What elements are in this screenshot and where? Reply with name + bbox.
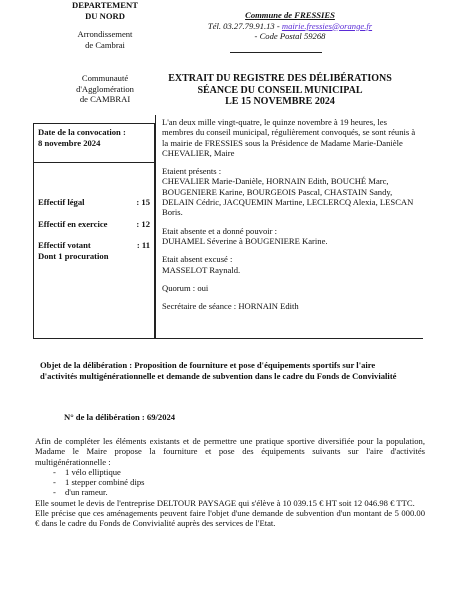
presents-list: CHEVALIER Marie-Danièle, HORNAIN Edith, BOUCHÉ Marc, BOUGENIERE Karine, BOURGEOIS Pascal, CHASTAIN Sandy, DELAIN Cédric, JACQUEMIN Martine, LECLERCQ Alexia, LESCAN Boris. xyxy=(162,176,414,218)
convocation-date: 8 novembre 2024 xyxy=(38,137,101,148)
department-line2: DU NORD xyxy=(85,10,125,21)
commune-name: Commune de FRESSIES xyxy=(245,10,335,20)
header-right xyxy=(190,10,390,42)
quorum: Quorum : oui xyxy=(162,282,209,293)
header-left xyxy=(20,0,190,50)
session-intro: L'an deux mille vingt-quatre, le quinze novembre à 19 heures, les membres du conseil municipal, régulièrement convoqués, se sont réunis à la mairie de FRESSIES sous la Présidence de Madame Marie-Danièle CHEVALIER, Maire xyxy=(162,117,416,158)
stat-legal xyxy=(38,197,150,208)
title-line3: LE 15 NOVEMBRE 2024 xyxy=(225,96,335,107)
phone-number: Tél. 03.27.79.91.13 xyxy=(207,20,275,31)
secretaire: Secrétaire de séance : HORNAIN Edith xyxy=(162,301,299,312)
title-line1: EXTRAIT DU REGISTRE DES DÉLIBÉRATIONS xyxy=(168,73,392,84)
stat-legal-label: Effectif légal xyxy=(38,197,85,207)
arrondissement-line2: de Cambrai xyxy=(85,39,125,50)
list-item: - d'un rameur. xyxy=(53,487,425,497)
stat-exercice xyxy=(38,219,150,230)
main-paragraph-2: Elle soumet le devis de l'entreprise DELTOUR PAYSAGE qui s'élève à 10 039.15 € HT soit 12 046.98 € TTC. xyxy=(35,497,415,508)
stat-legal-value: : 15 xyxy=(136,197,150,207)
stat-procuration: Dont 1 procuration xyxy=(38,250,109,261)
convocation-label: Date de la convocation : xyxy=(38,127,126,137)
department-line1: DEPARTEMENT xyxy=(72,0,138,10)
postal-code: Code Postal 59268 xyxy=(259,31,326,41)
deliberation-subject: Objet de la délibération : Proposition de fourniture et pose d'équipements sportifs sur l'aire d'activités multigénérationnelle et demande de subvention dans le cadre du Fonds de Convivialité xyxy=(40,360,397,381)
presents-label: Etaient présents : xyxy=(162,166,222,177)
stats-box xyxy=(33,162,155,339)
arrondissement-line1: Arrondissement xyxy=(77,29,133,39)
header-divider xyxy=(230,52,322,53)
stat-votant-label: Effectif votant xyxy=(38,240,91,250)
session-details xyxy=(155,115,423,339)
communaute-line1: Communauté xyxy=(81,73,129,83)
email-link[interactable]: mairie.fressies@orange.fr xyxy=(281,20,373,31)
absent-excuse-label: Etait absent excusé : xyxy=(162,254,233,265)
main-paragraph-1: Afin de compléter les éléments existants et de permettre une pratique sportive diversifiée pour la population, Madame le Maire propose la fourniture et pose des équipements suivants sur l'aire d'activités multigénérationnelle : xyxy=(35,436,425,467)
main-paragraph-3: Elle précise que ces aménagements peuvent faire l'objet d'une demande de subvention d'un montant de 5 000.00 € dans le cadre du Fonds de Convivialité auprès des services de l'Etat. xyxy=(35,508,425,529)
communaute-line3: de CAMBRAI xyxy=(79,94,131,104)
absent-pouvoir: DUHAMEL Séverine à BOUGENIERE Karine. xyxy=(162,235,328,246)
document-title xyxy=(150,73,410,108)
stat-exercice-label: Effectif en exercice xyxy=(38,218,108,229)
absent-excuse: MASSELOT Raynald. xyxy=(162,264,241,275)
stat-votant-value: : 11 xyxy=(136,240,150,250)
equipment-list xyxy=(35,467,425,498)
absent-pouvoir-label: Etait absente et a donné pouvoir : xyxy=(162,225,278,236)
title-line2: SÉANCE DU CONSEIL MUNICIPAL xyxy=(197,84,363,96)
convocation-box xyxy=(33,123,155,163)
list-item: - 1 vélo elliptique xyxy=(53,467,425,477)
stat-exercice-value: : 12 xyxy=(136,218,150,229)
communaute-line2: d'Agglomération xyxy=(76,83,134,94)
contact-line: Tél. 03.27.79.91.13 - mairie.fressies@orange.fr xyxy=(207,20,373,31)
deliberation-body xyxy=(35,436,425,529)
stat-votant xyxy=(38,240,150,251)
postal-line: - Code Postal 59268 xyxy=(254,31,326,41)
deliberation-number: N° de la délibération : 69/2024 xyxy=(64,412,176,422)
list-item: - 1 stepper combiné dips xyxy=(53,477,425,487)
